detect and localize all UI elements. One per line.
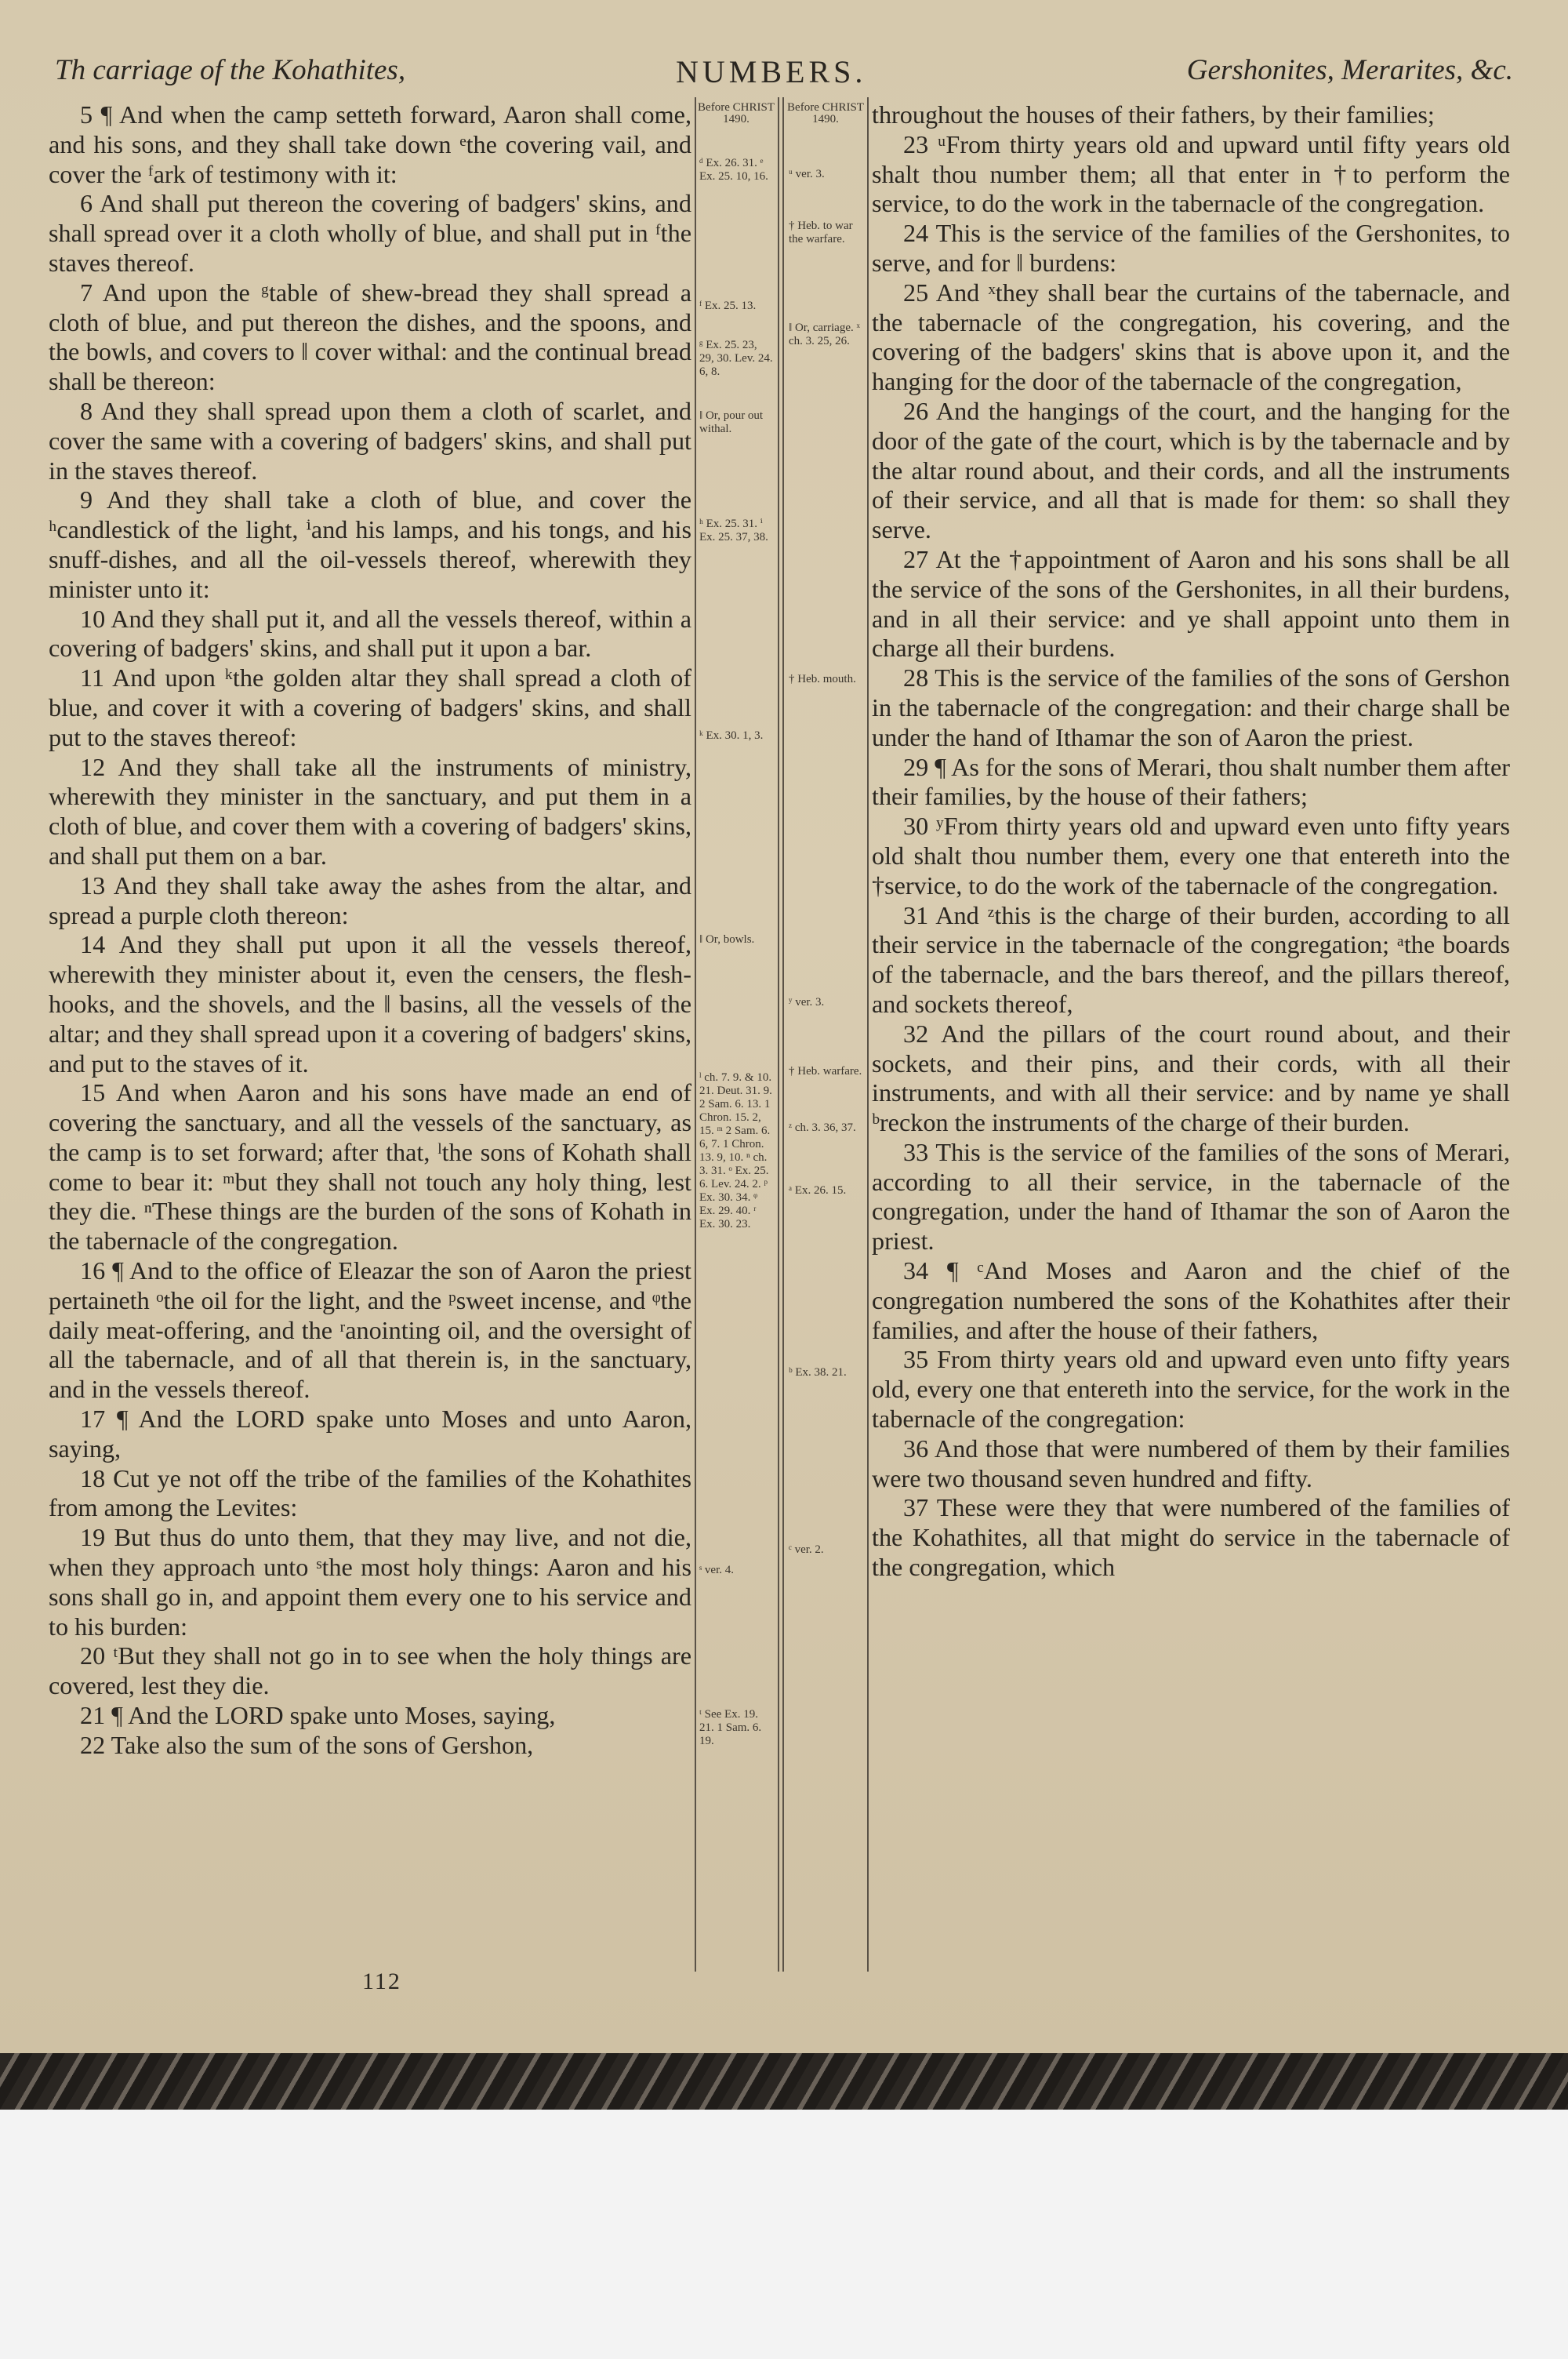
column-rule: [867, 97, 869, 1972]
marginal-note: ᵃ Ex. 26. 15.: [789, 1184, 847, 1197]
verse-paragraph: 20 ᵗBut they shall not go in to see when the holy things are covered, lest they die.: [49, 1641, 691, 1700]
marginal-note: ‖ Or, carriage. ˣ ch. 3. 25, 26.: [789, 322, 860, 347]
verse-paragraph: 15 And when Aaron and his sons have made an end of covering the sanctuary, and all the vessels of the sanctuary, as the camp is to set forward; after that, ˡthe sons of Kohath shall come to bear it: ᵐbut they shall not touch any holy thing, lest they die. ⁿThese things are the burden of the sons of Kohath in the tabernacle of the congregation.: [49, 1078, 691, 1256]
marginal-note: ᶠ Ex. 25. 13.: [699, 300, 757, 312]
background-surface: [0, 2110, 1568, 2359]
verse-paragraph: 14 And they shall put upon it all the vessels thereof, wherewith they minister about it, even the censers, the flesh-hooks, and the shovels, and the ‖ basins, all the vessels of the altar; and they shall spread upon it a covering of badgers' skins, and put to the staves of it.: [49, 930, 691, 1078]
left-text-column: [49, 100, 691, 1761]
verse-paragraph: 19 But thus do unto them, that they may live, and not die, when they approach unto ˢthe most holy things: Aaron and his sons shall go in, and appoint them every one to his service and to his burden:: [49, 1523, 691, 1641]
verse-paragraph: 36 And those that were numbered of them by their families were two thousand seven hundred and fifty.: [872, 1434, 1510, 1492]
verse-paragraph: 21 ¶ And the LORD spake unto Moses, saying,: [80, 1701, 556, 1730]
marginal-note: ‖ Or, bowls.: [699, 933, 755, 946]
book-title: NUMBERS.: [676, 54, 867, 89]
running-header-left: Th carriage of the Kohathites,: [55, 54, 406, 86]
marginal-note: ᶻ ch. 3. 36, 37.: [789, 1121, 856, 1134]
verse-paragraph: 23 ᵘFrom thirty years old and upward until fifty years old shalt thou number them; all that enter in †to perform the service, to do the work in the tabernacle of the congregation.: [872, 129, 1510, 218]
before-christ-label: Before CHRIST 1490.: [787, 101, 864, 125]
marginal-note: ˡ ch. 7. 9. & 10. 21. Deut. 31. 9. 2 Sam. 6. 13. 1 Chron. 15. 2, 15. ᵐ 2 Sam. 6. 6, 7. 1 Chron. 13. 9, 10. ⁿ ch. 3. 31. ᵒ Ex. 25. 6. Lev. 24. 2. ᵖ Ex. 30. 34. ᵠ Ex. 29. 40. ʳ Ex. 30. 23.: [699, 1071, 772, 1230]
verse-paragraph: 25 And ˣthey shall bear the curtains of the tabernacle, and the tabernacle of the congregation, his covering, and the covering of the badgers' skins that is above upon it, and the hanging for the door of the tabernacle of the congregation,: [872, 278, 1510, 396]
verse-paragraph: 27 At the †appointment of Aaron and his sons shall be all the service of the sons of the Gershonites, in all their burdens, and in all their service: and ye shall appoint unto them in charge all their burdens.: [872, 544, 1510, 663]
verse-paragraph: 29 ¶ As for the sons of Merari, thou shalt number them after their families, by the house of their fathers;: [872, 752, 1510, 811]
column-rule: [778, 97, 779, 1972]
marginal-note: ˢ ver. 4.: [699, 1564, 735, 1576]
verse-paragraph: 5 ¶ And when the camp setteth forward, Aaron shall come, and his sons, and they shall take down ᵉthe covering vail, and cover the ᶠark of testimony with it:: [49, 100, 691, 188]
verse-paragraph: 10 And they shall put it, and all the vessels thereof, within a covering of badgers' skins, and shall put it upon a bar.: [49, 604, 691, 663]
verse-paragraph: 26 And the hangings of the court, and the hanging for the door of the gate of the court, which is by the tabernacle and by the altar round about, and their cords, and all the instruments of their service, and all that is made for them: so shall they serve.: [872, 396, 1510, 544]
verse-paragraph: 9 And they shall take a cloth of blue, and cover the ʰcandlestick of the light, ⁱand his lamps, and his tongs, and his snuff-dishes, and all the oil-vessels thereof, wherewith they minister unto it:: [49, 485, 691, 603]
book-binding-edge: [0, 2053, 1568, 2110]
running-header-right: Gershonites, Merarites, &c.: [1186, 54, 1513, 86]
verse-paragraph: 33 This is the service of the families of the sons of Merari, according to all their service, in the tabernacle of the congregation, under the hand of Ithamar the son of Aaron the priest.: [872, 1137, 1510, 1256]
verse-paragraph: 16 ¶ And to the office of Eleazar the son of Aaron the priest pertaineth ᵒthe oil for the light, and the ᵖsweet incense, and ᵠthe daily meat-offering, and the ʳanointing oil, and the oversight of all the tabernacle, and of all that therein is, in the sanctuary, and in the vessels thereof.: [49, 1256, 691, 1404]
verse-paragraph: 37 These were they that were numbered of the families of the Kohathites, all that might do service in the tabernacle of the congregation, which: [872, 1493, 1510, 1582]
marginal-note: ‖ Or, pour out withal.: [699, 409, 764, 435]
marginal-note: † Heb. mouth.: [789, 673, 856, 685]
verse-paragraph: 24 This is the service of the families of the Gershonites, to serve, and for ‖ burdens:: [872, 219, 1510, 277]
marginal-note: † Heb. warfare.: [789, 1065, 862, 1078]
marginal-note: ʰ Ex. 25. 31. ⁱ Ex. 25. 37, 38.: [699, 518, 768, 543]
left-marginal-references: [698, 101, 775, 1747]
column-rule: [695, 97, 696, 1972]
verse-paragraph: 31 And ᶻthis is the charge of their burden, according to all their service in the tabernacle of the congregation; ᵃthe boards of the tabernacle, and the bars thereof, and the pillars thereof, and sockets thereof,: [872, 900, 1510, 1018]
marginal-note: ᵇ Ex. 38. 21.: [789, 1366, 847, 1379]
verse-paragraph: 35 From thirty years old and upward even unto fifty years old, every one that entereth into the service, for the work in the tabernacle of the congregation:: [872, 1345, 1510, 1434]
verse-paragraph: 30 ʸFrom thirty years old and upward even unto fifty years old shalt thou number them, every one that entereth into the †service, to do the work of the tabernacle of the congregation.: [872, 812, 1510, 900]
marginal-note: ᵘ ver. 3.: [789, 168, 825, 180]
verse-paragraph: 34 ¶ ᶜAnd Moses and Aaron and the chief of the congregation numbered the sons of the Kohathites after their families, and after the house of their fathers,: [872, 1256, 1510, 1344]
verse-paragraph: throughout the houses of their fathers, by their families;: [872, 100, 1435, 129]
verse-paragraph: 8 And they shall spread upon them a cloth of scarlet, and cover the same with a covering of badgers' skins, and shall put in the staves thereof.: [49, 396, 691, 485]
verse-paragraph: 18 Cut ye not off the tribe of the families of the Kohathites from among the Levites:: [49, 1463, 691, 1522]
marginal-note: † Heb. to war the warfare.: [789, 220, 853, 245]
right-marginal-references: [787, 101, 864, 1556]
verse-paragraph: 6 And shall put thereon the covering of badgers' skins, and shall spread over it a cloth wholly of blue, and shall put in ᶠthe staves thereof.: [49, 189, 691, 277]
marginal-note: ʸ ver. 3.: [789, 996, 825, 1009]
marginal-note: ᵍ Ex. 25. 23, 29, 30. Lev. 24. 6, 8.: [699, 339, 773, 378]
column-rule: [782, 97, 784, 1972]
right-text-column: [872, 100, 1510, 1583]
marginal-note: ᶜ ver. 2.: [789, 1543, 824, 1556]
marginal-note: ᵗ See Ex. 19. 21. 1 Sam. 6. 19.: [699, 1708, 762, 1747]
verse-paragraph: 22 Take also the sum of the sons of Gershon,: [80, 1730, 534, 1759]
verse-paragraph: 28 This is the service of the families of the sons of Gershon in the tabernacle of the congregation: and their charge shall be under the hand of Ithamar the son of Aaron the priest.: [872, 663, 1510, 751]
verse-paragraph: 17 ¶ And the LORD spake unto Moses and unto Aaron, saying,: [49, 1405, 691, 1463]
marginal-note: ᵏ Ex. 30. 1, 3.: [699, 729, 764, 742]
before-christ-label: Before CHRIST 1490.: [698, 101, 775, 125]
verse-paragraph: 7 And upon the ᵍtable of shew-bread they shall spread a cloth of blue, and put thereon the dishes, and the spoons, and the bowls, and covers to ‖ cover withal: and the continual bread shall be thereon:: [49, 278, 691, 396]
verse-paragraph: 32 And the pillars of the court round about, and their sockets, and their pins, and their cords, with all their instruments, and with all their service: and by name ye shall ᵇreckon the instruments of the charge of their burden.: [872, 1019, 1510, 1137]
page-number: 112: [362, 1968, 401, 1994]
verse-paragraph: 12 And they shall take all the instruments of ministry, wherewith they minister in the sanctuary, and put them in a cloth of blue, and cover them with a covering of badgers' skins, and shall put them on a bar.: [49, 752, 691, 870]
verse-paragraph: 13 And they shall take away the ashes from the altar, and spread a purple cloth thereon:: [49, 871, 691, 929]
verse-paragraph: 11 And upon ᵏthe golden altar they shall spread a cloth of blue, and cover it with a covering of badgers' skins, and shall put to the staves thereof:: [49, 663, 691, 751]
marginal-note: ᵈ Ex. 26. 31. ᵉ Ex. 25. 10, 16.: [699, 157, 768, 183]
